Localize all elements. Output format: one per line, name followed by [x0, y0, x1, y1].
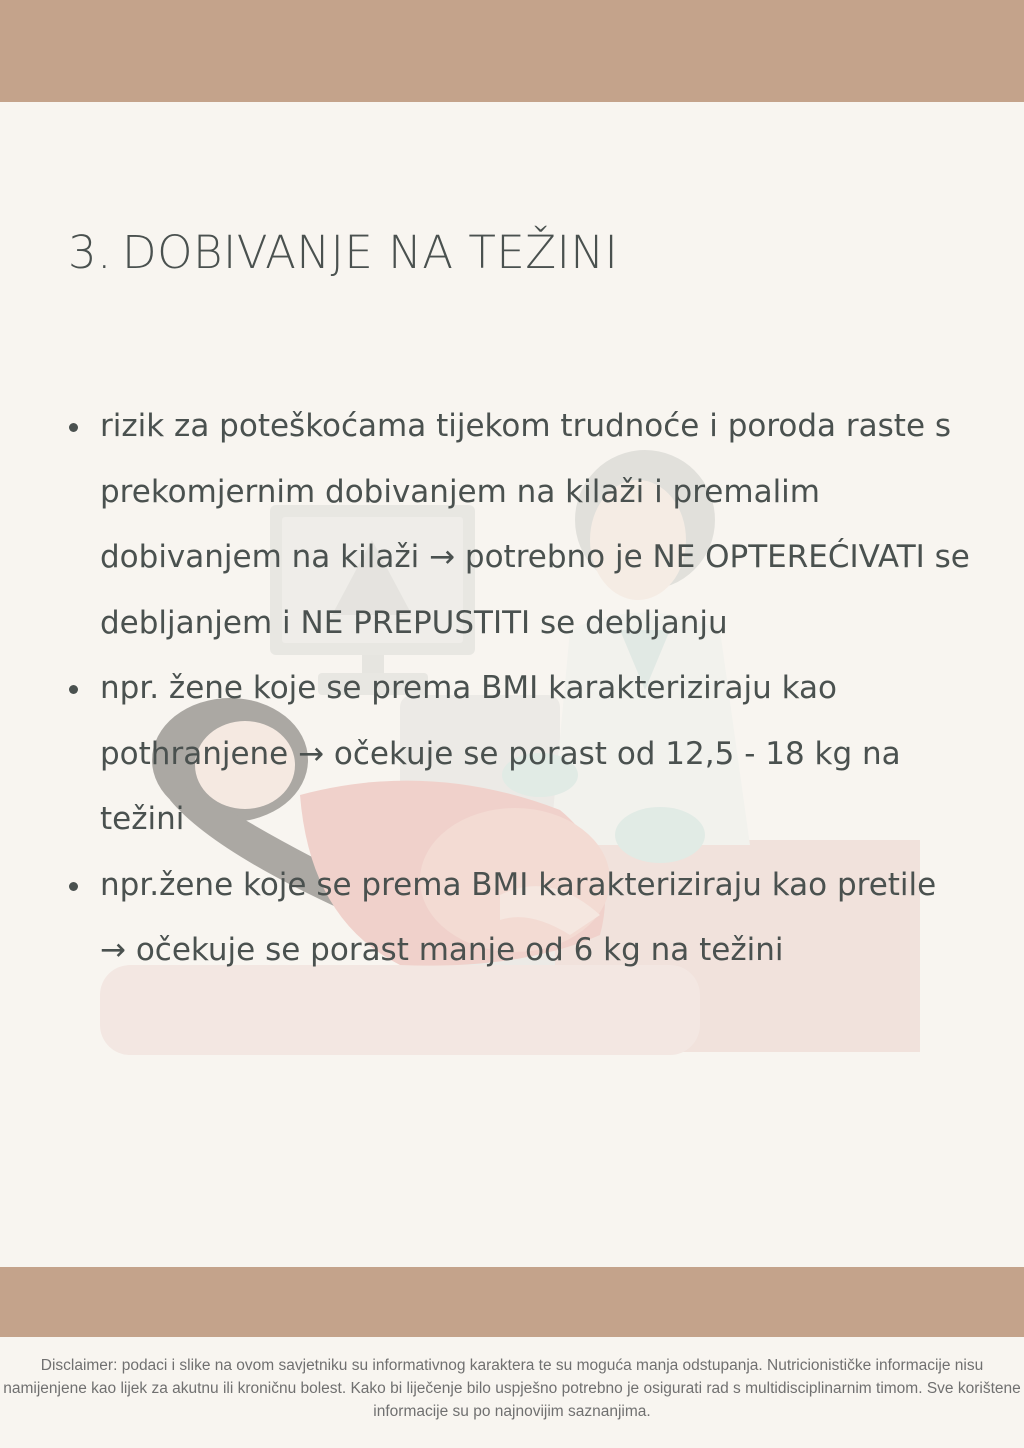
- bullet-text: npr. žene koje se prema BMI karakteriziraju kao pothranjene → očekuje se porast od 12,5 - 18 kg na težini: [100, 670, 901, 837]
- bullet-item: [100, 656, 970, 853]
- title-number: 3.: [68, 226, 112, 279]
- top-band: [0, 0, 1024, 102]
- bullet-item: [100, 853, 970, 984]
- page-title: [68, 226, 618, 279]
- bullet-text: rizik za poteškoćama tijekom trudnoće i poroda raste s prekomjernim dobivanjem na kilaži i premalim dobivanjem na kilaži → potrebno je NE OPTEREĆIVATI se debljanjem i NE PREPUSTITI se debljanju: [100, 408, 970, 641]
- bottom-band: [0, 1267, 1024, 1337]
- title-text: DOBIVANJE NA TEŽINI: [121, 226, 619, 279]
- bullet-text: npr.žene koje se prema BMI karakteriziraju kao pretile → očekuje se porast manje od 6 kg na težini: [100, 866, 937, 968]
- bullet-dot-icon: [69, 882, 78, 891]
- bullet-dot-icon: [69, 685, 78, 694]
- disclaimer-text: Disclaimer: podaci i slike na ovom savjetniku su informativnog karaktera te su moguća manja odstupanja. Nutricionističke informacije nisu namijenjene kao lijek za akutnu ili kroničnu bolest. Kako bi liječenje bilo uspješno potrebno je osigurati rad s multidisciplinarnim timom. Sve korištene informacije su po najnovijim saznanjima.: [3, 1357, 1021, 1420]
- bullet-item: [100, 394, 970, 656]
- bullet-dot-icon: [69, 423, 78, 432]
- bullet-list: [100, 394, 970, 984]
